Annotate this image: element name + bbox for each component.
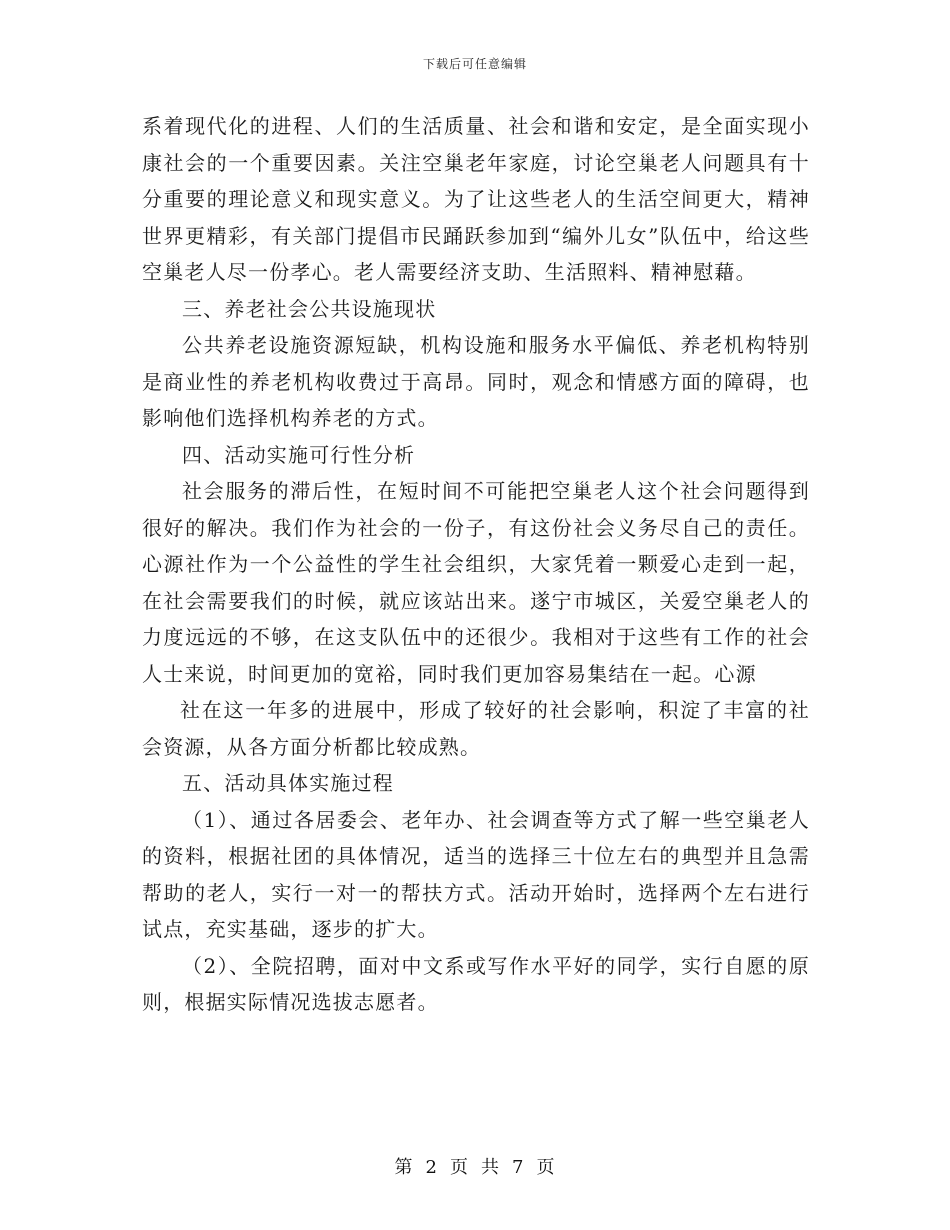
footer-label-ye: 页	[450, 1157, 469, 1178]
footer-label-gong: 共	[481, 1157, 500, 1178]
section-heading-4: 四、活动实施可行性分析	[182, 442, 416, 467]
total-pages-number: 7	[512, 1157, 525, 1178]
paragraph-feasibility: 社会服务的滞后性，在短时间不可能把空巢老人这个社会问题得到很好的解决。我们作为社会的一份子，有这份社会义务尽自己的责任。心源社作为一个公益性的学生社会组织，大家凭着一颗爱心走到一起，在社会需要我们的时候，就应该站出来。遂宁市城区，关爱空巢老人的力度远远的不够，在这支队伍中的还很少。我相对于这些有工作的社会人士来说，时间更加的宽裕，同时我们更加容易集结在一起。心源	[142, 479, 810, 686]
section-heading-3: 三、养老社会公共设施现状	[182, 296, 437, 321]
footer-label-ye2: 页	[536, 1157, 556, 1178]
section-heading-5: 五、活动具体实施过程	[182, 771, 394, 795]
paragraph-feasibility-cont: 社在这一年多的进展中，形成了较好的社会影响，积淀了丰富的社会资源，从各方面分析都比较成熟。	[142, 698, 810, 759]
header-note: 下载后可任意编辑	[422, 57, 527, 71]
paragraph-step-1: （1）、通过各居委会、老年办、社会调查等方式了解一些空巢老人的资料，根据社团的具体情况，适当的选择三十位左右的典型并且急需帮助的老人，实行一对一的帮扶方式。活动开始时，选择两个左右进行试点，充实基础，逐步的扩大。	[142, 807, 810, 941]
footer-label-di: 第	[394, 1157, 414, 1178]
current-page-number: 2	[425, 1157, 438, 1178]
paragraph-continuation: 系着现代化的进程、人们的生活质量、社会和谐和安定，是全面实现小康社会的一个重要因素。关注空巢老年家庭，讨论空巢老人问题具有十分重要的理论意义和现实意义。为了让这些老人的生活空间更大，精神世界更精彩，有关部门提倡市民踊跃参加到“编外儿女”队伍中，给这些空巢老人尽一份孝心。老人需要经济支助、生活照料、精神慰藉。	[142, 114, 810, 284]
page-number-footer	[0, 1153, 950, 1179]
paragraph-public-facilities: 公共养老设施资源短缺，机构设施和服务水平偏低、养老机构特别是商业性的养老机构收费过于高昂。同时，观念和情感方面的障碍，也影响他们选择机构养老的方式。	[142, 333, 810, 430]
document-body	[142, 108, 810, 1021]
paragraph-step-2: （2）、全院招聘，面对中文系或写作水平好的同学，实行自愿的原则，根据实际情况选拔志愿者。	[142, 953, 810, 1014]
